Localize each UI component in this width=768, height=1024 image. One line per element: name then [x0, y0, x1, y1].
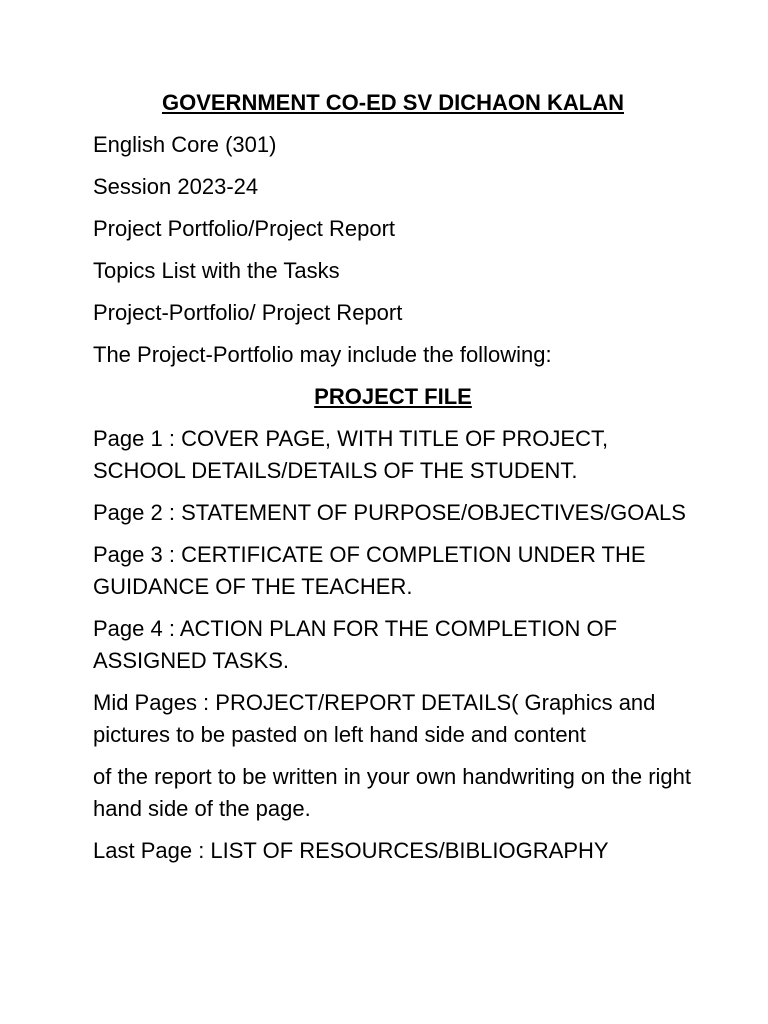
intro-line-topics: Topics List with the Tasks: [93, 258, 340, 283]
intro-line-include: The Project-Portfolio may include the following:: [93, 342, 552, 367]
intro-line-session: Session 2023-24: [93, 174, 259, 199]
section-heading-project-file: PROJECT FILE: [314, 384, 472, 409]
item-page-3: Page 3 : CERTIFICATE OF COMPLETION UNDER THE GUIDANCE OF THE TEACHER.: [93, 542, 646, 599]
item-mid-pages-continued: of the report to be written in your own handwriting on the right hand side of the page.: [93, 764, 692, 821]
document-body: [93, 87, 693, 877]
item-mid-pages: Mid Pages : PROJECT/REPORT DETAILS( Graphics and pictures to be pasted on left hand side and content: [93, 690, 656, 747]
intro-line-project-report: Project Portfolio/Project Report: [93, 216, 396, 241]
intro-line-course: English Core (301): [93, 132, 277, 157]
item-last-page: Last Page : LIST OF RESOURCES/BIBLIOGRAPHY: [93, 838, 609, 863]
item-page-4: Page 4 : ACTION PLAN FOR THE COMPLETION OF ASSIGNED TASKS.: [93, 616, 618, 673]
item-page-1: Page 1 : COVER PAGE, WITH TITLE OF PROJECT, SCHOOL DETAILS/DETAILS OF THE STUDENT.: [93, 426, 609, 483]
item-page-2: Page 2 : STATEMENT OF PURPOSE/OBJECTIVES/GOALS: [93, 500, 686, 525]
document-title: GOVERNMENT CO-ED SV DICHAON KALAN: [161, 90, 624, 115]
intro-line-portfolio: Project-Portfolio/ Project Report: [93, 300, 403, 325]
